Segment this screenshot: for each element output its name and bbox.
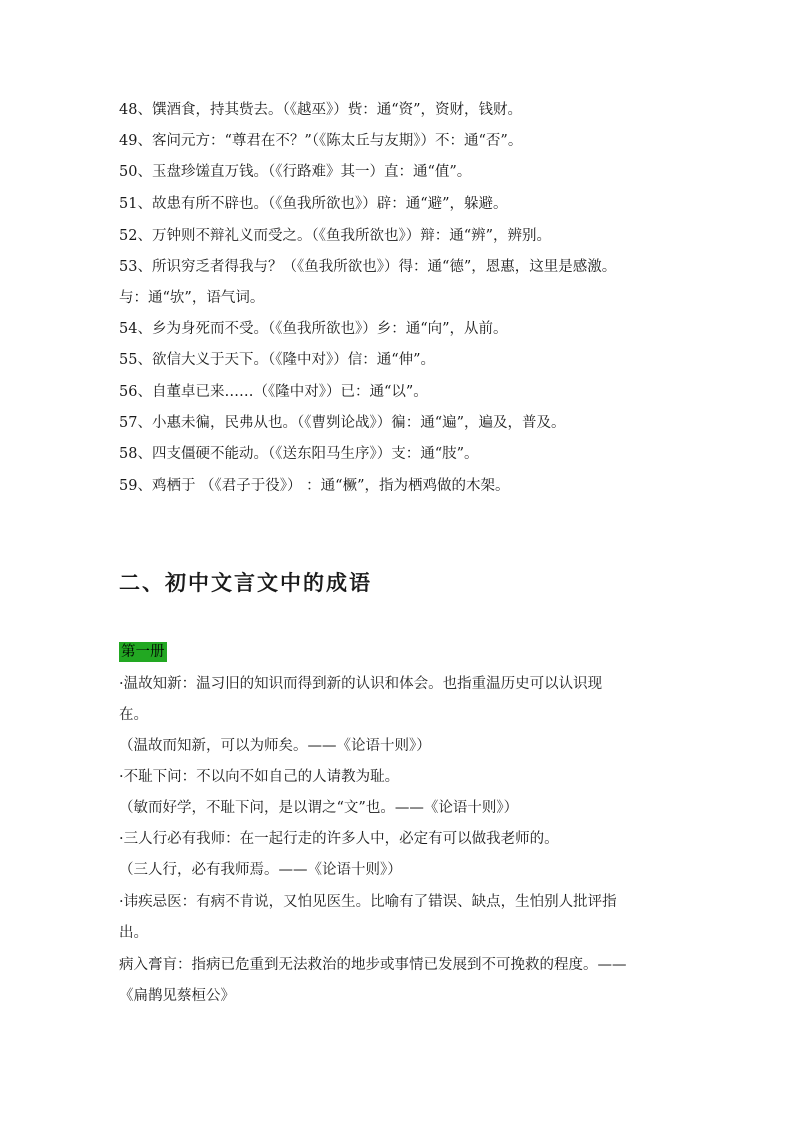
list-item: 59、鸡栖于 （《君子于役》） ：通“橛”，指为栖鸡做的木架。 bbox=[119, 478, 510, 494]
idiom-line: 病入膏肓：指病已危重到无法救治的地步或事情已发展到不可挽救的程度。—— bbox=[119, 957, 627, 973]
idiom-line: （温故而知新，可以为师矣。——《论语十则》） bbox=[119, 738, 431, 754]
idiom-line: （敏而好学，不耻下问，是以谓之“文”也。——《论语十则》） bbox=[119, 800, 519, 816]
list-item: 48、馔酒食，持其赀去。（《越巫》）赀：通“资”，资财，钱财。 bbox=[119, 102, 523, 118]
list-item: 51、故患有所不辟也。（《鱼我所欲也》）辟：通“避”，躲避。 bbox=[119, 196, 508, 212]
idiom-line: 《扁鹊见蔡桓公》 bbox=[119, 988, 235, 1004]
list-item: 49、客问元方：“尊君在不？”（《陈太丘与友期》）不：通“否”。 bbox=[119, 133, 523, 149]
idiom-line: ·讳疾忌医：有病不肯说，又怕见医生。比喻有了错误、缺点，生怕别人批评指 bbox=[119, 894, 617, 910]
list-item: 56、自董卓已来……（《隆中对》）已：通“以”。 bbox=[119, 384, 428, 400]
idiom-line: 出。 bbox=[119, 925, 148, 941]
section-heading: 二、初中文言文中的成语 bbox=[119, 570, 372, 595]
idiom-line: 在。 bbox=[119, 707, 148, 723]
list-item: 53、所识穷乏者得我与？（《鱼我所欲也》）得：通“德”，恩惠，这里是感激。 bbox=[119, 259, 617, 275]
idiom-line: ·三人行必有我师：在一起行走的许多人中，必定有可以做我老师的。 bbox=[119, 831, 559, 847]
list-item: 52、万钟则不辩礼义而受之。（《鱼我所欲也》）辩：通“辨”，辨别。 bbox=[119, 228, 552, 244]
list-item: 与：通“欤”，语气词。 bbox=[119, 290, 265, 306]
list-item: 54、乡为身死而不受。（《鱼我所欲也》）乡：通“向”，从前。 bbox=[119, 321, 508, 337]
list-item: 55、欲信大义于天下。（《隆中对》）信：通“伸”。 bbox=[119, 352, 436, 368]
idiom-line: （三人行，必有我师焉。——《论语十则》） bbox=[119, 862, 402, 878]
list-item: 58、四支僵硬不能动。（《送东阳马生序》）支：通“肢”。 bbox=[119, 446, 479, 462]
idiom-line: ·不耻下问：不以向不如自己的人请教为耻。 bbox=[119, 769, 400, 785]
volume-badge: 第一册 bbox=[121, 644, 165, 660]
list-item: 57、小惠未徧，民弗从也。（《曹刿论战》）徧：通“遍”，遍及，普及。 bbox=[119, 415, 566, 431]
idiom-line: ·温故知新：温习旧的知识而得到新的认识和体会。也指重温历史可以认识现 bbox=[119, 676, 603, 692]
list-item: 50、玉盘珍馐直万钱。（《行路难》其一）直：通“值”。 bbox=[119, 164, 472, 180]
